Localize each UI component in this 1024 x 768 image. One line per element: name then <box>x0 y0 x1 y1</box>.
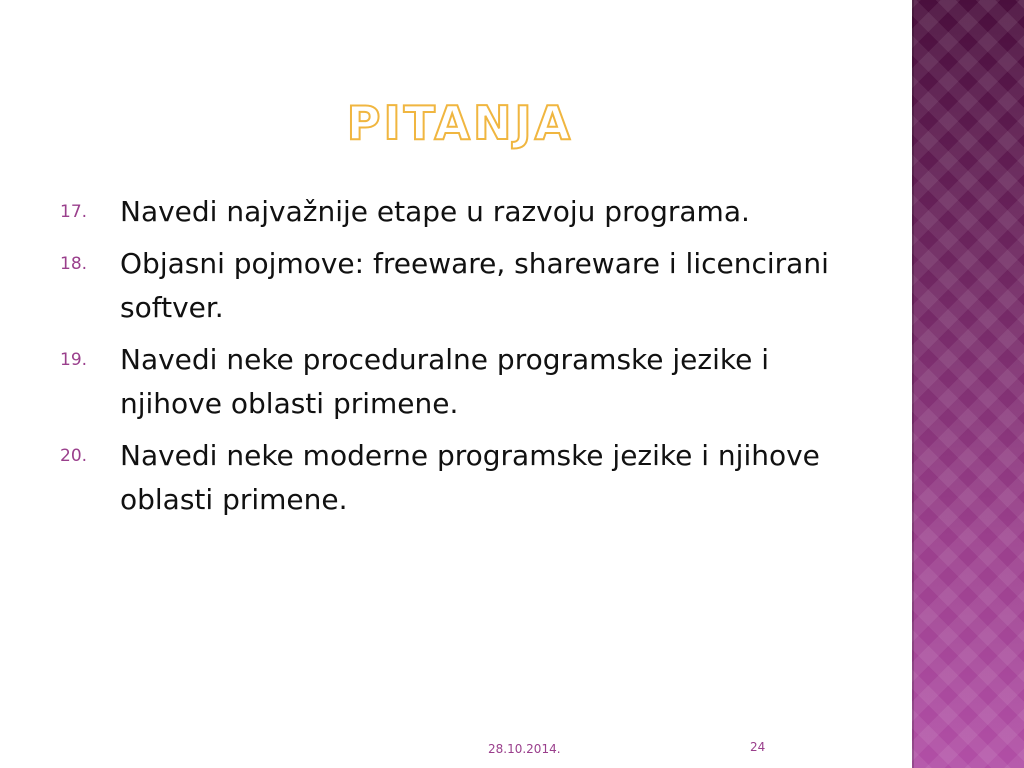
list-item-text: Objasni pojmove: freeware, shareware i licencirani softver. <box>120 247 829 324</box>
list-item <box>60 434 840 522</box>
list-item-number: 20. <box>60 446 88 466</box>
side-band-edge <box>912 0 914 768</box>
list-item-number: 18. <box>60 254 88 274</box>
footer-date: 28.10.2014. <box>488 742 561 756</box>
list-item <box>60 242 840 330</box>
list-item-number: 17. <box>60 202 88 222</box>
page-number: 24 <box>750 740 766 754</box>
slide-title: PITANJA <box>346 96 574 150</box>
list-item-text: Navedi neke proceduralne programske jezike i njihove oblasti primene. <box>120 343 769 420</box>
question-list <box>60 190 840 530</box>
list-item <box>60 338 840 426</box>
list-item-number: 19. <box>60 350 88 370</box>
list-item-text: Navedi najvažnije etape u razvoju programa. <box>120 195 750 228</box>
decorative-side-band <box>912 0 1024 768</box>
list-item <box>60 190 840 234</box>
list-item-text: Navedi neke moderne programske jezike i njihove oblasti primene. <box>120 439 820 516</box>
